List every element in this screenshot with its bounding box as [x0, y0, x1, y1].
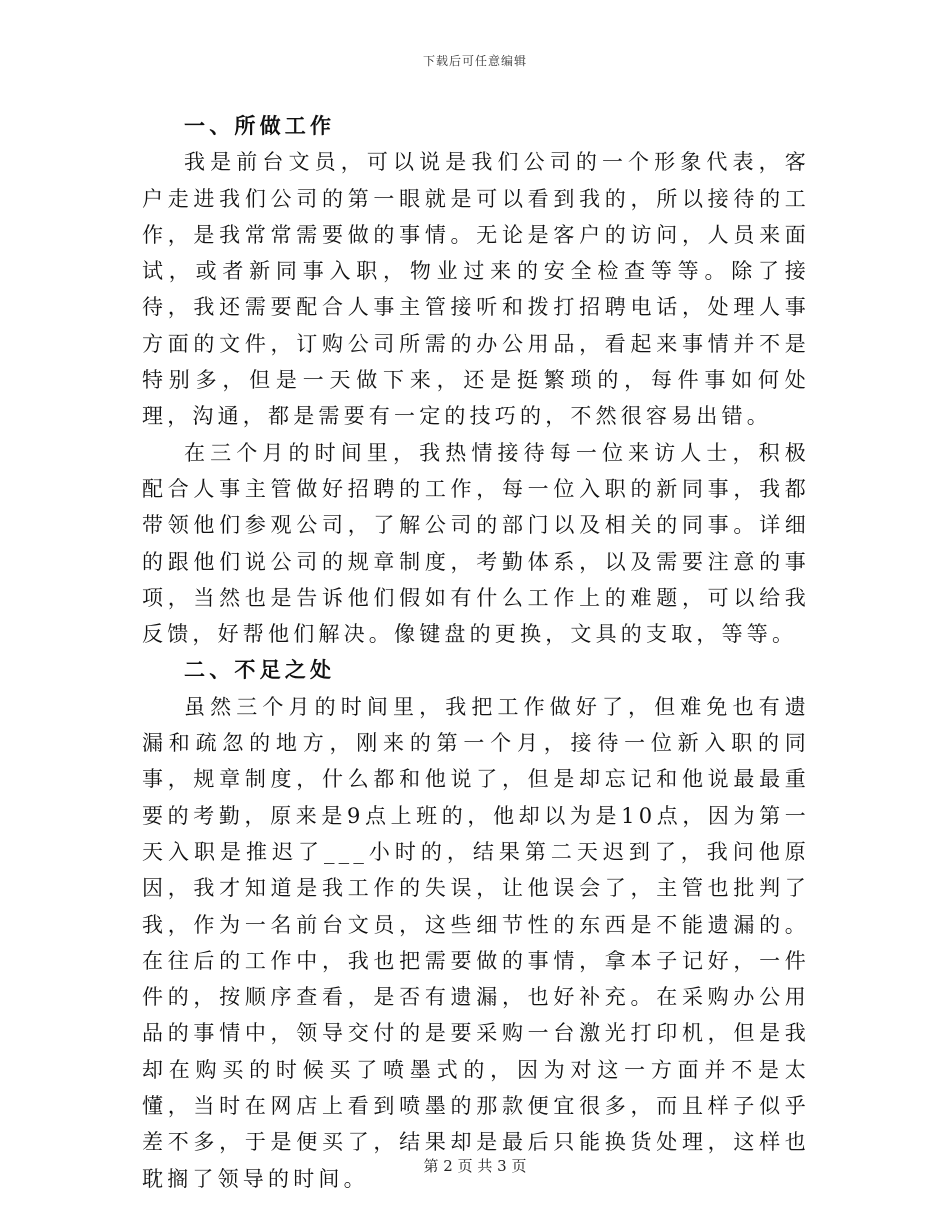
paragraph-work-three-months: 在三个月的时间里，我热情接待每一位来访人士，积极配合人事主管做好招聘的工作，每一位入职的新同事，我都带领他们参观公司，了解公司的部门以及相关的同事。详细的跟他们说公司的规章制度，考勤体系，以及需要注意的事项，当然也是告诉他们假如有什么工作上的难题，可以给我反馈，好帮他们解决。像键盘的更换，文具的支取，等等。 — [142, 440, 810, 647]
page-number-footer: 第 2 页 共 3 页 — [423, 1157, 527, 1175]
section-heading-work-done: 一、所做工作 — [184, 113, 336, 138]
paragraph-shortcomings: 虽然三个月的时间里，我把工作做好了，但难免也有遗漏和疏忽的地方，刚来的第一个月，接待一位新入职的同事，规章制度，什么都和他说了，但是却忘记和他说最最重要的考勤，原来是9点上班的，他却以为是10点，因为第一天入职是推迟了___小时的，结果第二天迟到了，我问他原因，我才知道是我工作的失误，让他误会了，主管也批判了我，作为一名前台文员，这些细节性的东西是不能遗漏的。在往后的工作中，我也把需要做的事情，拿本子记好，一件件的，按顺序查看，是否有遗漏，也好补充。在采购办公用品的事情中，领导交付的是要采购一台激光打印机，但是我却在购买的时候买了喷墨式的，因为对这一方面并不是太懂，当时在网店上看到喷墨的那款便宜很多，而且样子似乎差不多，于是便买了，结果却是最后只能换货处理，这样也耽搁了领导的时间。 — [142, 694, 810, 1191]
document-body — [142, 108, 810, 1197]
paragraph-work-duties: 我是前台文员，可以说是我们公司的一个形象代表，客户走进我们公司的第一眼就是可以看到我的，所以接待的工作，是我常常需要做的事情。无论是客户的访问，人员来面试，或者新同事入职，物业过来的安全检查等等。除了接待，我还需要配合人事主管接听和拨打招聘电话，处理人事方面的文件，订购公司所需的办公用品，看起来事情并不是特别多，但是一天做下来，还是挺繁琐的，每件事如何处理，沟通，都是需要有一定的技巧的，不然很容易出错。 — [142, 150, 810, 429]
page-header: 下载后可任意编辑 — [422, 54, 527, 68]
section-heading-shortcomings: 二、不足之处 — [184, 657, 336, 683]
